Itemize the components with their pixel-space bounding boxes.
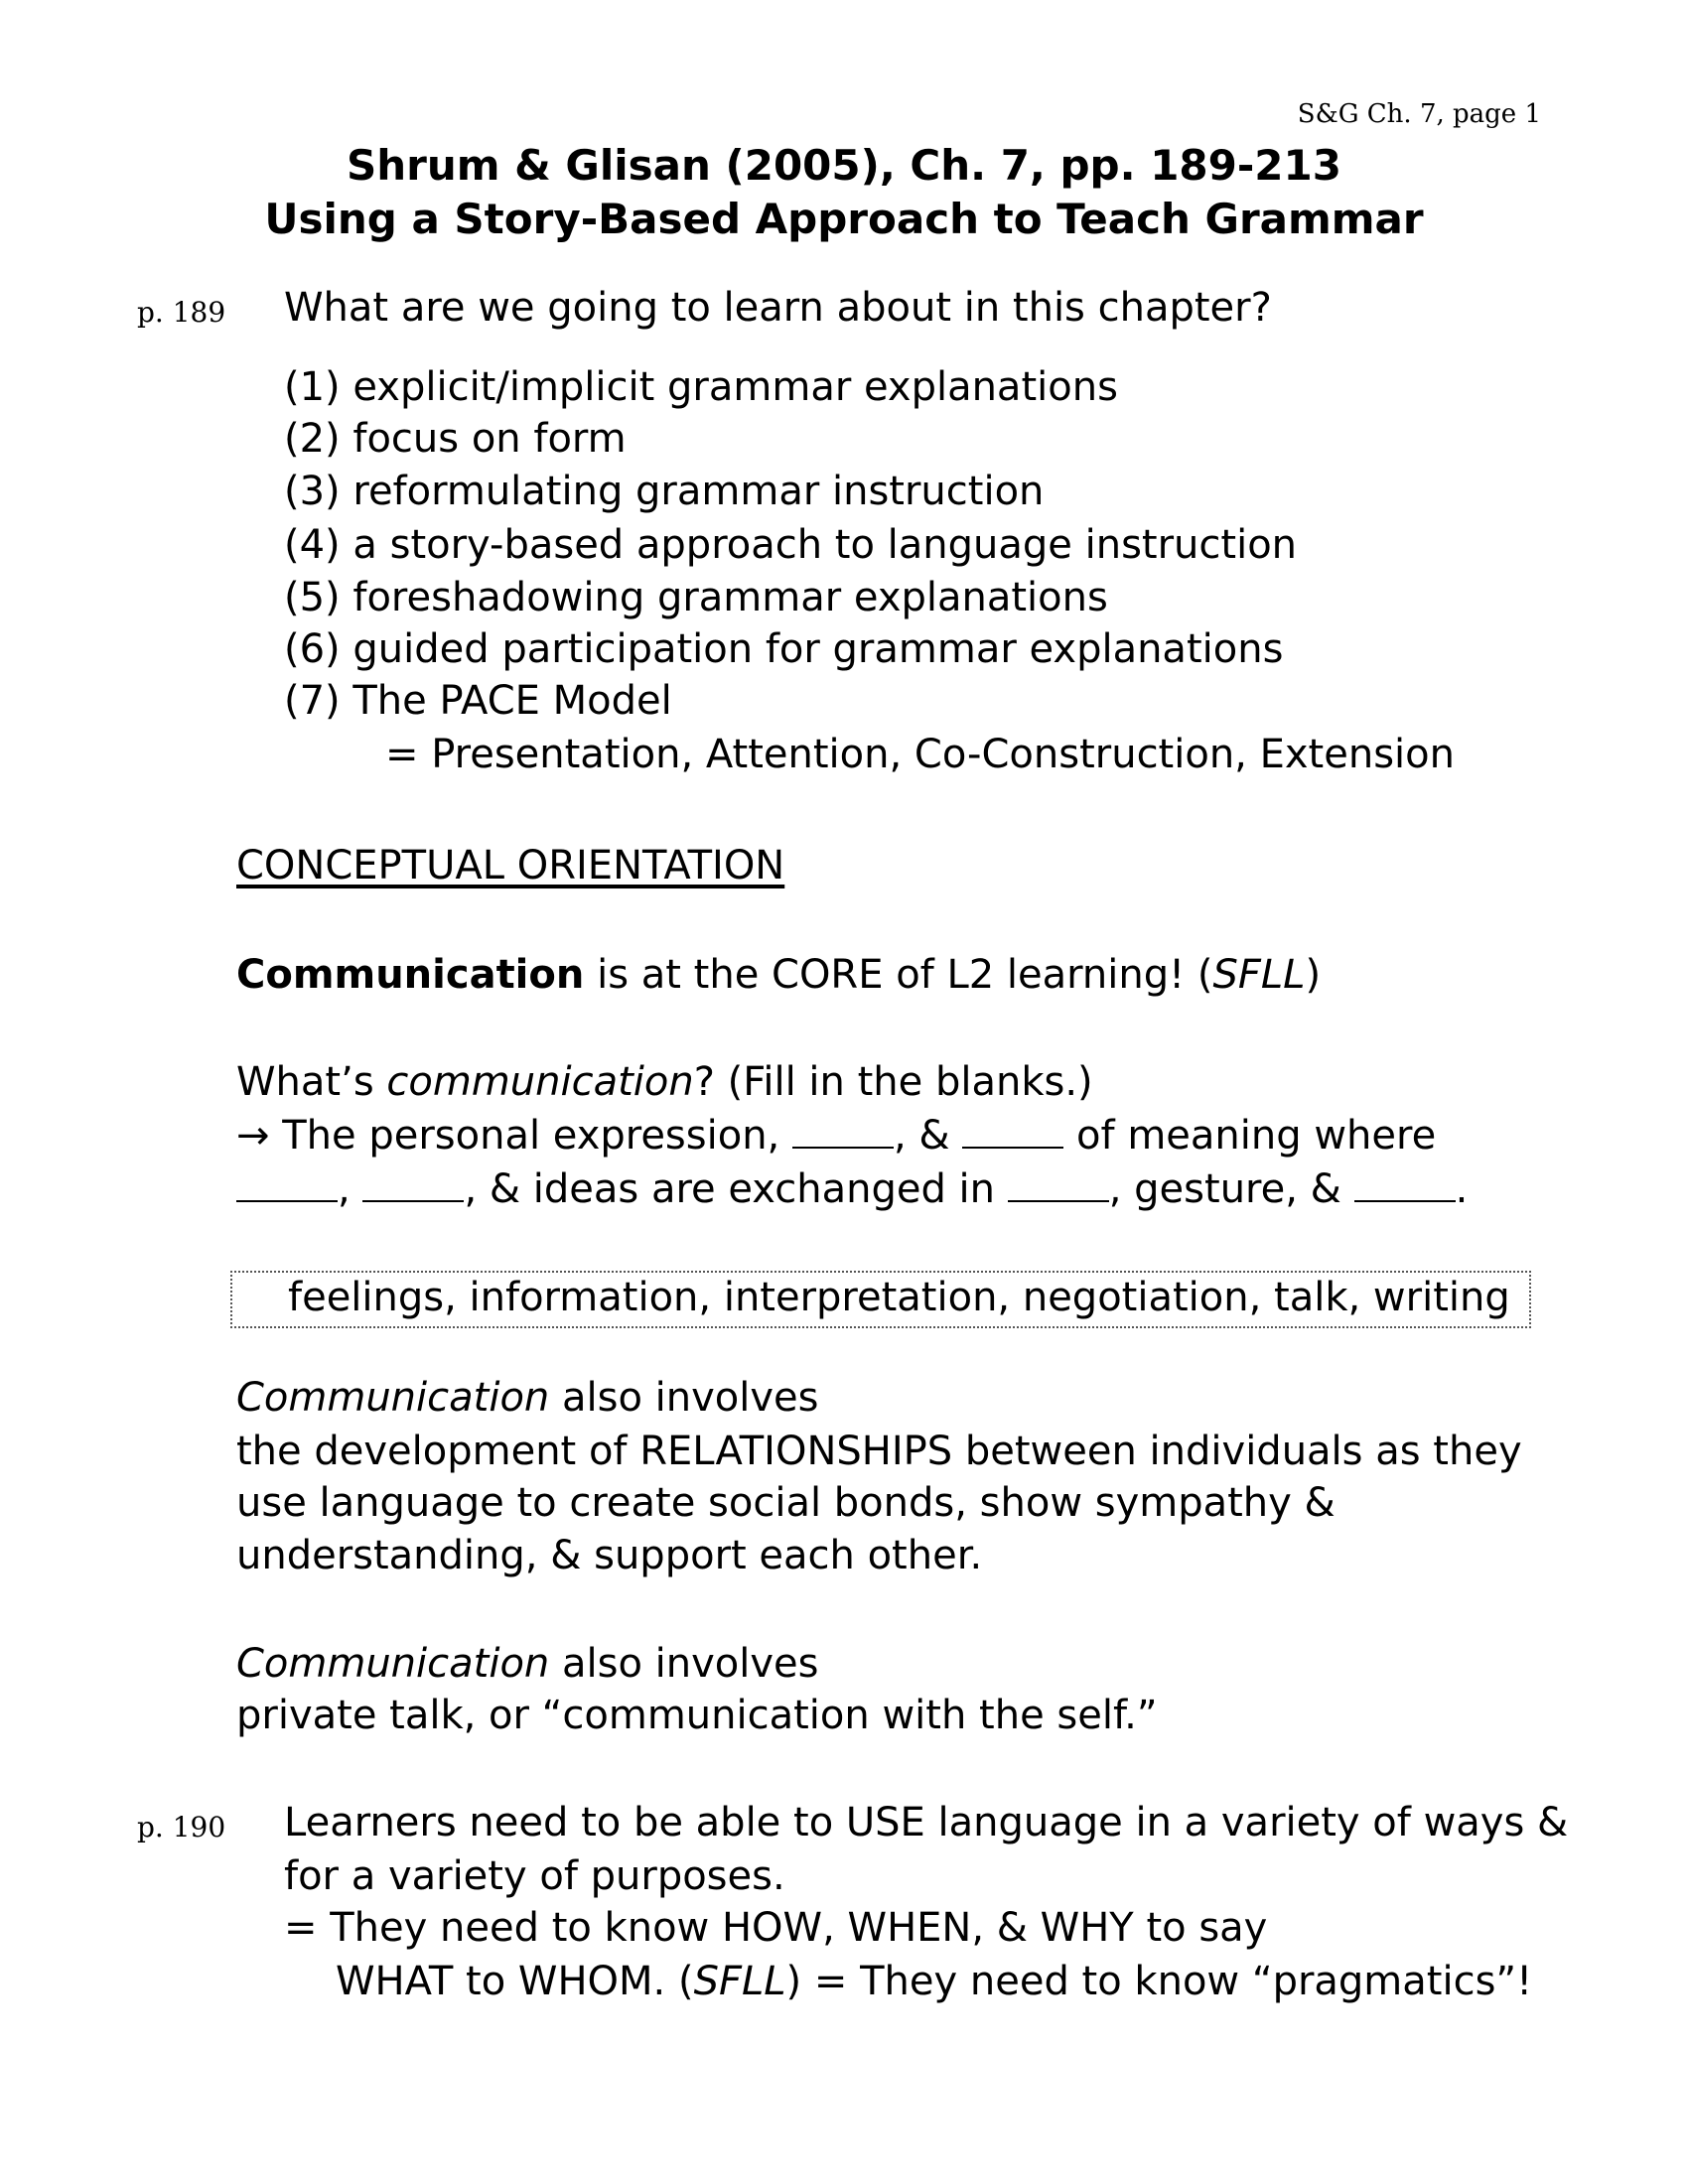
fill-blank-line-1: → The personal expression, , & of meaning where <box>236 1113 1437 1159</box>
blank-field <box>1354 1166 1456 1202</box>
blank-field <box>962 1113 1063 1149</box>
pragmatics-line: WHAT to WHOM. (SFLL) = They need to know “pragmatics”! <box>336 1959 1533 2004</box>
list-item: (6) guided participation for grammar explanations <box>284 626 1284 672</box>
learners-line: Learners need to be able to USE language in a variety of ways & <box>284 1800 1569 1845</box>
list-item: (2) focus on form <box>284 416 627 462</box>
word-bank-box <box>230 1271 1531 1328</box>
list-item: (1) explicit/implicit grammar explanations <box>284 364 1118 410</box>
list-item: (7) The PACE Model <box>284 678 672 724</box>
section-heading: CONCEPTUAL ORIENTATION <box>236 843 785 888</box>
title-line-2: Using a Story-Based Approach to Teach Grammar <box>264 195 1424 243</box>
also-involves-1: Communication also involves <box>236 1375 819 1421</box>
list-item: (3) reformulating grammar instruction <box>284 469 1045 514</box>
blank-field <box>236 1166 338 1202</box>
pace-expansion: = Presentation, Attention, Co-Construction, Extension <box>385 732 1455 777</box>
page-marker-189: p. 189 <box>137 296 226 329</box>
page-reference <box>1298 99 1541 129</box>
blank-field <box>792 1113 894 1149</box>
core-bold-term: Communication <box>236 952 585 998</box>
relationships-line: the development of RELATIONSHIPS between individuals as they <box>236 1429 1522 1474</box>
private-talk-line: private talk, or “communication with the self.” <box>236 1693 1158 1738</box>
chapter-question: What are we going to learn about in this chapter? <box>284 285 1272 331</box>
relationships-line: understanding, & support each other. <box>236 1533 983 1578</box>
list-item: (5) foreshadowing grammar explanations <box>284 575 1108 620</box>
blank-field <box>1008 1166 1109 1202</box>
blank-field <box>362 1166 464 1202</box>
page-reference-number: 1 <box>1524 99 1541 129</box>
page-marker-190: p. 190 <box>137 1811 226 1843</box>
relationships-line: use language to create social bonds, show sympathy & <box>236 1480 1336 1526</box>
page-reference-label: S&G Ch. 7, page <box>1297 99 1517 129</box>
list-item: (4) a story-based approach to language instruction <box>284 522 1298 568</box>
learners-line: = They need to know HOW, WHEN, & WHY to say <box>284 1905 1268 1951</box>
learners-line: for a variety of purposes. <box>284 1853 785 1899</box>
word-bank-text: feelings, information, interpretation, negotiation, talk, writing <box>288 1275 1510 1320</box>
document-title <box>0 139 1688 246</box>
fill-blank-line-2: , , & ideas are exchanged in , gesture, & . <box>236 1165 1468 1213</box>
title-line-1: Shrum & Glisan (2005), Ch. 7, pp. 189-213 <box>347 141 1341 190</box>
fill-in-prompt: What’s communication? (Fill in the blanks.) <box>236 1059 1093 1105</box>
core-statement: Communication is at the CORE of L2 learning! (SFLL) <box>236 952 1322 998</box>
also-involves-2: Communication also involves <box>236 1641 819 1687</box>
